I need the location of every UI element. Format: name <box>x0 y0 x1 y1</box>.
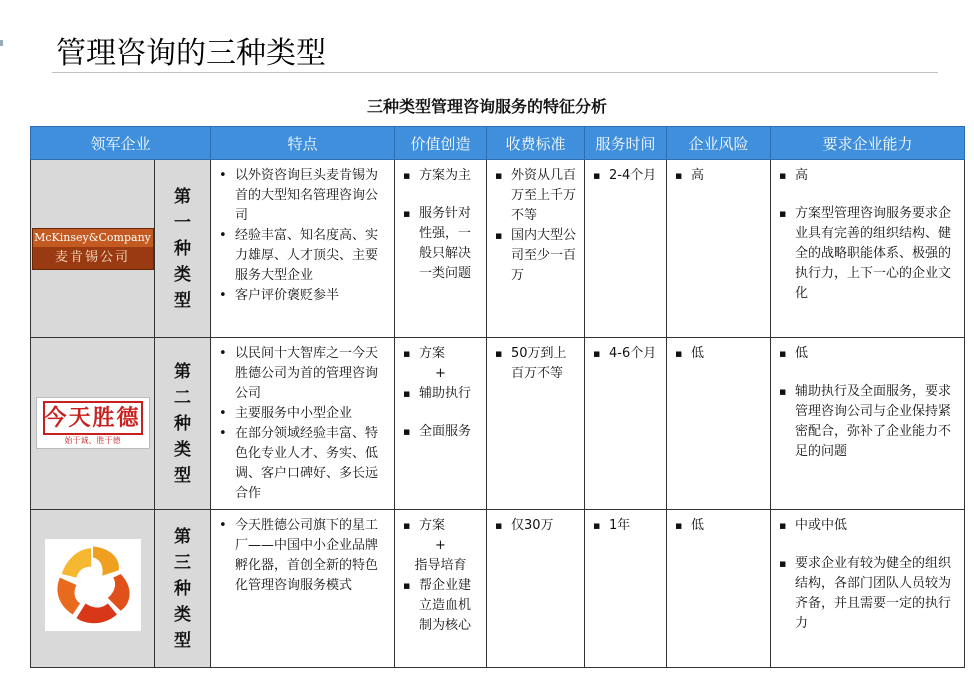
logo-text-en: McKinsey&Company <box>33 229 153 247</box>
list-item: ▪ 高 <box>673 166 764 186</box>
list-item: • 主要服务中小型企业 <box>217 404 388 424</box>
logo-slogan: 始于诚、胜于德 <box>64 436 121 445</box>
fee-cell <box>487 338 585 510</box>
slide-corner-mark <box>0 40 3 46</box>
comparison-table <box>30 126 965 668</box>
title-divider <box>52 72 938 73</box>
ability-cell <box>771 510 965 668</box>
logo-text-cn: 今天胜德 <box>43 401 143 435</box>
list-item: ▪ 低 <box>673 344 764 364</box>
list-item: ▪ 国内大型公司至少一百万 <box>493 226 578 286</box>
list-item: ▪ 2-4个月 <box>591 166 660 186</box>
list-item: ▪ 辅助执行及全面服务，要求管理咨询公司与企业保持紧密配合，弥补了企业能力不足的问题 <box>777 382 958 462</box>
list-item: ▪ 要求企业有较为健全的组织结构，各部门团队人员较为齐备，并且需要一定的执行力 <box>777 554 958 634</box>
fee-cell <box>487 160 585 338</box>
star-logo-icon <box>45 539 141 631</box>
list-item: • 以外资咨询巨头麦肯锡为首的大型知名管理咨询公司 <box>217 166 388 226</box>
page-title: 管理咨询的三种类型 <box>56 36 326 71</box>
time-cell <box>585 510 667 668</box>
list-item: ▪ 方案为主 <box>401 166 480 186</box>
list-item: ▪ 方案 <box>401 344 480 364</box>
list-item: ▪ 50万到上百万不等 <box>493 344 578 384</box>
type-label <box>155 510 211 668</box>
list-item: ▪ 低 <box>777 344 958 364</box>
header-fee-standard: 收费标准 <box>487 127 585 160</box>
plus-sign: + <box>435 366 446 381</box>
logo-text-cn: 麦肯锡公司 <box>54 249 130 265</box>
list-item: ▪ 方案 <box>401 516 480 536</box>
list-item: • 今天胜德公司旗下的星工厂——中国中小企业品牌孵化器，首创全新的特色化管理咨询服务模式 <box>217 516 388 596</box>
type-char: 类 <box>174 264 191 285</box>
logo-cell <box>31 510 155 668</box>
header-value-creation: 价值创造 <box>395 127 487 160</box>
list-item: ▪ 外资从几百万至上千万不等 <box>493 166 578 226</box>
table-header-row <box>31 127 965 160</box>
jintianshengde-logo-icon <box>36 397 150 449</box>
list-item: • 在部分领域经验丰富、特色化专业人才、务实、低调、客户口碑好、多长远合作 <box>217 424 388 504</box>
type-char: 型 <box>174 465 191 486</box>
ability-cell <box>771 160 965 338</box>
header-enterprise-risk: 企业风险 <box>667 127 771 160</box>
time-cell <box>585 160 667 338</box>
type-char: 种 <box>174 413 191 434</box>
header-features: 特点 <box>211 127 395 160</box>
list-item: • 经验丰富、知名度高、实力雄厚、人才顶尖、主要服务大型企业 <box>217 226 388 286</box>
features-cell <box>211 160 395 338</box>
value-cell <box>395 160 487 338</box>
type-char: 种 <box>174 578 191 599</box>
list-item: ▪ 服务针对性强，一般只解决一类问题 <box>401 204 480 284</box>
list-item: ▪ 仅30万 <box>493 516 578 536</box>
list-item: ▪ 低 <box>673 516 764 536</box>
features-cell <box>211 510 395 668</box>
type-char: 第 <box>174 186 191 207</box>
value-cell <box>395 510 487 668</box>
value-cell <box>395 338 487 510</box>
list-item: ▪ 帮企业建立造血机制为核心 <box>401 576 480 636</box>
ability-cell <box>771 338 965 510</box>
type-label <box>155 160 211 338</box>
table-row-type-2 <box>31 338 965 510</box>
plus-sign: + <box>435 538 446 553</box>
risk-cell <box>667 510 771 668</box>
type-char: 一 <box>174 212 191 233</box>
time-cell <box>585 338 667 510</box>
type-label <box>155 338 211 510</box>
type-char: 二 <box>174 387 191 408</box>
list-item: • 客户评价褒贬参半 <box>217 286 388 306</box>
logo-cell <box>31 160 155 338</box>
list-item: • 以民间十大智库之一今天胜德公司为首的管理咨询公司 <box>217 344 388 404</box>
list-item: ▪ 全面服务 <box>401 422 480 442</box>
logo-cell <box>31 338 155 510</box>
mckinsey-logo-icon <box>32 228 154 270</box>
type-char: 类 <box>174 604 191 625</box>
list-item: ▪ 方案型管理咨询服务要求企业具有完善的组织结构、健全的战略职能体系、极强的执行力，上下一心的企业文化 <box>777 204 958 304</box>
features-cell <box>211 338 395 510</box>
header-required-ability: 要求企业能力 <box>771 127 965 160</box>
type-char: 种 <box>174 238 191 259</box>
header-service-time: 服务时间 <box>585 127 667 160</box>
table-row-type-1 <box>31 160 965 338</box>
type-char: 第 <box>174 526 191 547</box>
list-item: ▪ 4-6个月 <box>591 344 660 364</box>
risk-cell <box>667 160 771 338</box>
type-char: 三 <box>174 552 191 573</box>
type-char: 类 <box>174 439 191 460</box>
list-item: ▪ 中或中低 <box>777 516 958 536</box>
type-char: 型 <box>174 630 191 651</box>
list-item: ▪ 高 <box>777 166 958 186</box>
risk-cell <box>667 338 771 510</box>
header-leading-company: 领军企业 <box>31 127 211 160</box>
list-item: ▪ 1年 <box>591 516 660 536</box>
list-item: 指导培育 <box>414 558 467 573</box>
type-char: 型 <box>174 290 191 311</box>
table-caption: 三种类型管理咨询服务的特征分析 <box>366 97 607 116</box>
type-char: 第 <box>174 361 191 382</box>
fee-cell <box>487 510 585 668</box>
table-row-type-3 <box>31 510 965 668</box>
list-item: ▪ 辅助执行 <box>401 384 480 404</box>
